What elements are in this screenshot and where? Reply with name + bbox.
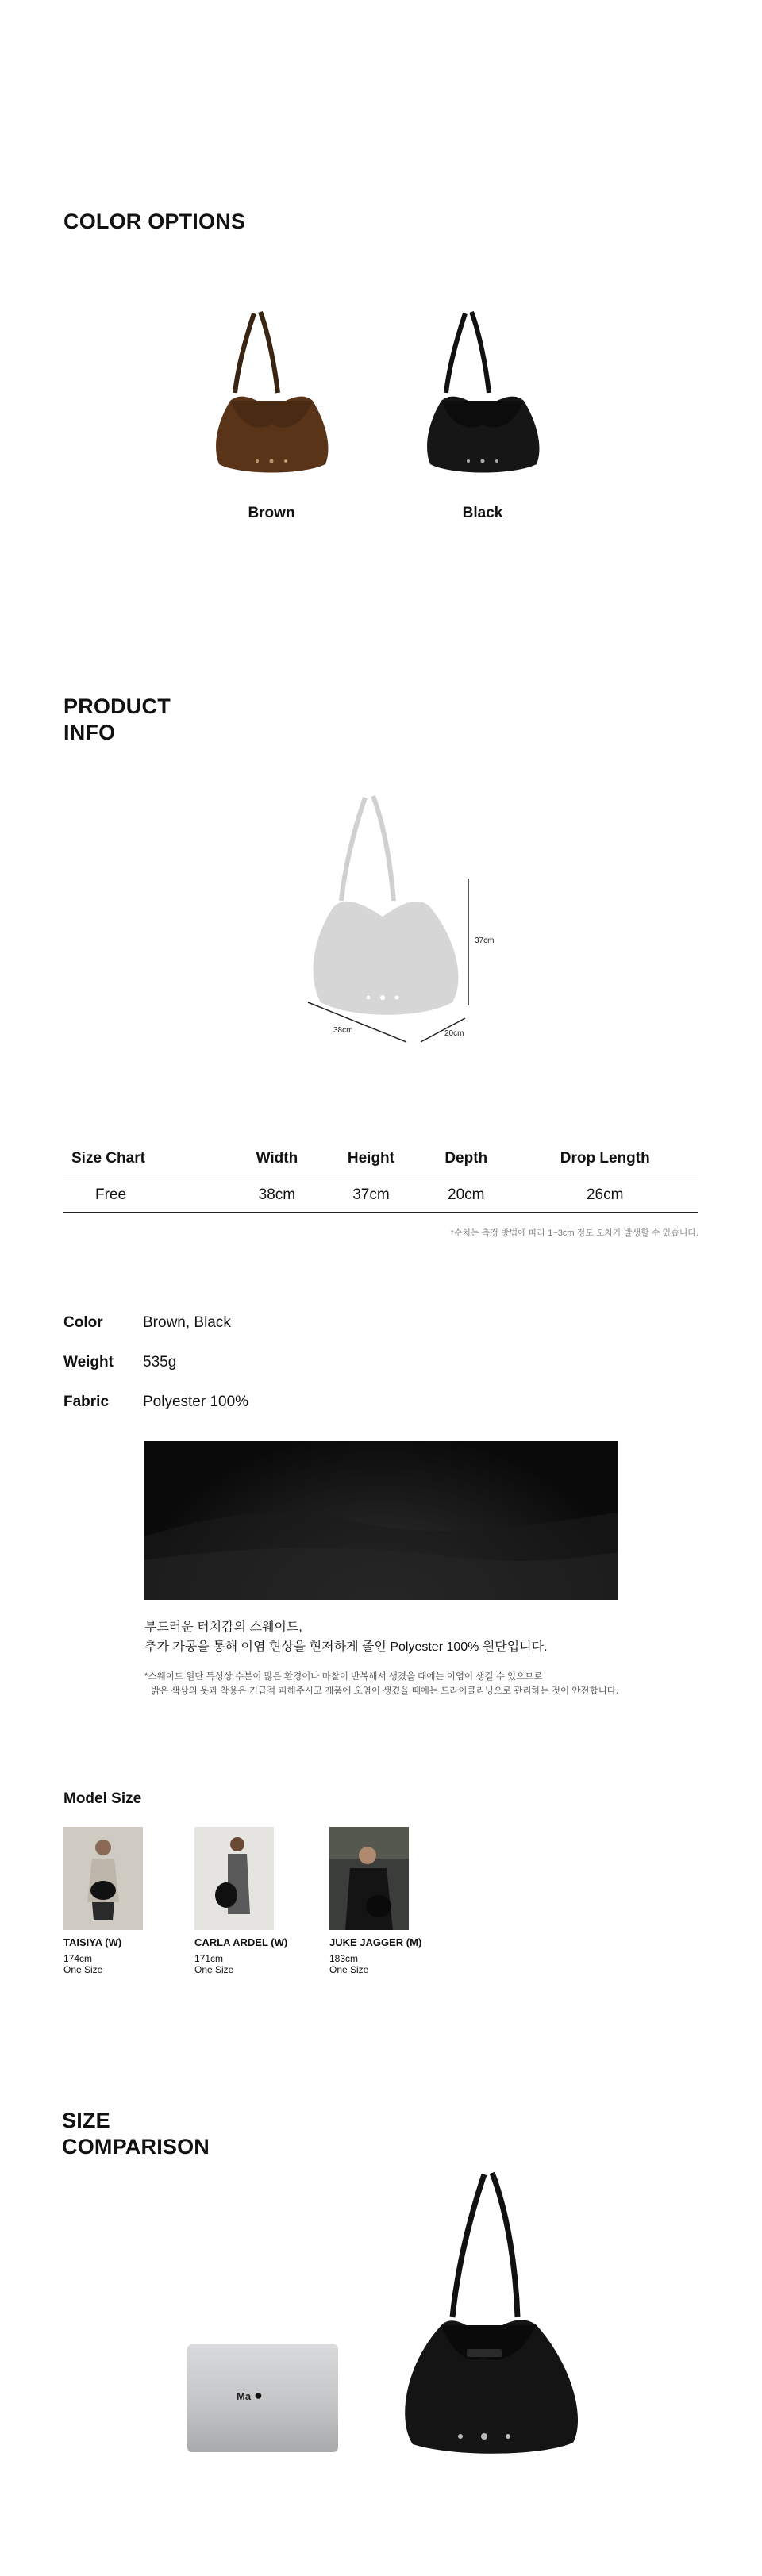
color-label-black: Black [462, 505, 503, 521]
size-chart-row [64, 1178, 698, 1213]
model-photo-juke [329, 1827, 409, 1930]
color-options-title: COLOR OPTIONS [64, 210, 246, 233]
size-chart-cell: 26cm [511, 1178, 698, 1213]
spec-color-label: Color [64, 1314, 103, 1331]
size-chart-cell: Free [64, 1178, 233, 1213]
size-chart-table [64, 1140, 698, 1213]
laptop-reference [187, 2344, 338, 2452]
size-chart-cell: 20cm [421, 1178, 511, 1213]
spec-fabric-value: Polyester 100% [143, 1394, 249, 1410]
model-card-juke: JUKE JAGGER (M) 183cm One Size [329, 1936, 422, 1975]
size-comparison-title: SIZE COMPARISON [62, 2109, 210, 2159]
bag-size-comparison-image [373, 2167, 587, 2460]
fabric-description: 부드러운 터치감의 스웨이드, 추가 가공을 통해 이염 현상을 현저하게 줄인 Polyester 100% 원단입니다. [144, 1621, 548, 1654]
product-info-title: PRODUCT INFO [64, 694, 171, 744]
spec-weight-label: Weight [64, 1354, 114, 1371]
spec-fabric-label: Fabric [64, 1394, 110, 1410]
fabric-texture-image [144, 1441, 618, 1600]
spec-weight-value: 535g [143, 1354, 177, 1371]
color-label-brown: Brown [248, 505, 295, 521]
model-card-taisiya: TAISIYA (W) 174cm One Size [64, 1936, 122, 1975]
laptop-logo-text: Ma [237, 2390, 252, 2402]
size-chart-header-row [64, 1140, 698, 1178]
dim-width-label: 38cm [333, 1026, 353, 1035]
size-chart-note: *수치는 측정 방법에 따라 1~3cm 정도 오차가 발생할 수 있습니다. [450, 1228, 698, 1238]
product-dimension-diagram [302, 790, 516, 1052]
apple-icon: ● [254, 2387, 263, 2403]
size-chart-cell: 37cm [321, 1178, 421, 1213]
size-chart-cell: 38cm [233, 1178, 321, 1213]
black-bag-swatch[interactable] [419, 306, 546, 484]
model-card-carla: CARLA ARDEL (W) 171cm One Size [194, 1936, 288, 1975]
size-chart-header: Width [233, 1140, 321, 1178]
size-chart-header: Depth [421, 1140, 511, 1178]
model-size-title: Model Size [64, 1790, 142, 1807]
model-photo-taisiya [64, 1827, 143, 1930]
brown-bag-swatch[interactable] [208, 306, 335, 484]
dim-height-label: 37cm [475, 936, 495, 945]
dim-depth-label: 20cm [444, 1029, 464, 1038]
size-chart-header: Size Chart [64, 1140, 233, 1178]
spec-color-value: Brown, Black [143, 1314, 231, 1331]
fabric-care-note: *스웨이드 원단 특성상 수분이 많은 환경이나 마찰이 반복해서 생겼을 때에는 이염이 생길 수 있으므로 밝은 색상의 옷과 착용은 기급적 피해주시고 제품에 오염이 생겼을 때에는 드라이클리닝으로 관리하는 것이 안전합니다. [144, 1672, 619, 1696]
size-chart-header: Height [321, 1140, 421, 1178]
model-photo-carla [194, 1827, 274, 1930]
size-chart-header: Drop Length [511, 1140, 698, 1178]
